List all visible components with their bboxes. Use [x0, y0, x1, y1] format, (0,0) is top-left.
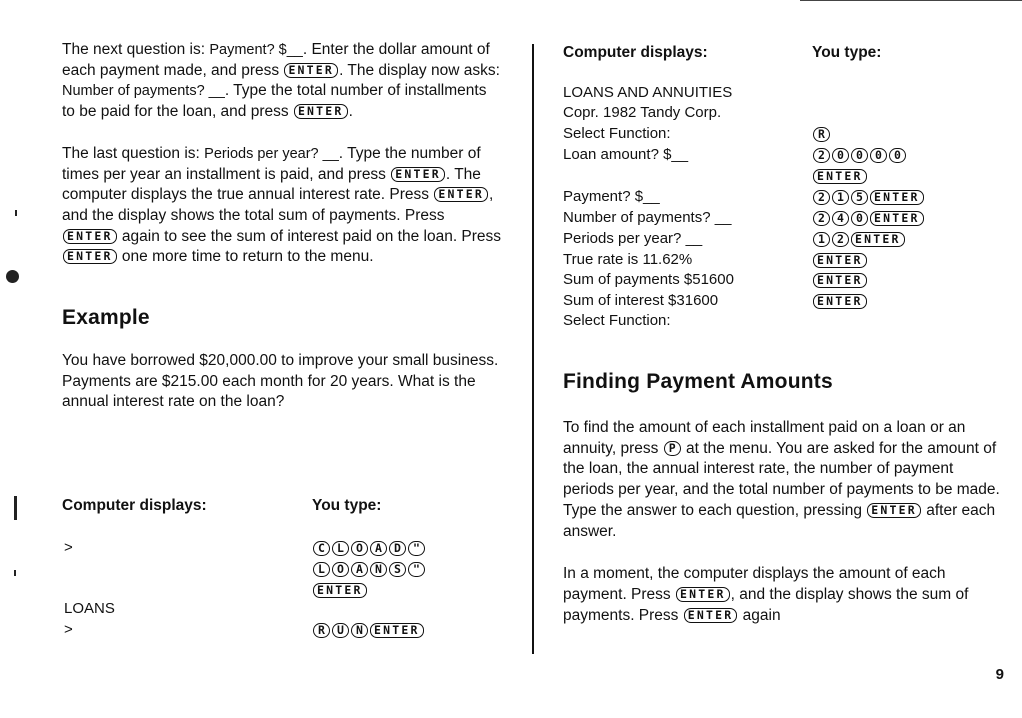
- enter-key: ENTER: [676, 587, 730, 602]
- char-key: A: [370, 541, 387, 556]
- key-sequence: [812, 293, 868, 310]
- enter-key: ENTER: [63, 229, 117, 244]
- scan-mark: [14, 570, 16, 576]
- enter-key: ENTER: [294, 104, 348, 119]
- scan-mark: [14, 496, 17, 520]
- scan-mark: [15, 210, 17, 216]
- enter-key: ENTER: [684, 608, 738, 623]
- enter-key: ENTER: [813, 294, 867, 309]
- display-line: True rate is 11.62%: [563, 251, 693, 268]
- key-sequence: [812, 252, 868, 269]
- key-sequence: [812, 210, 925, 227]
- display-line: Loan amount? $__: [563, 146, 689, 163]
- char-key: D: [389, 541, 406, 556]
- char-key: 2: [813, 190, 830, 205]
- char-key: 0: [832, 148, 849, 163]
- enter-key: ENTER: [434, 187, 488, 202]
- char-key: 2: [832, 232, 849, 247]
- section-heading: Finding Payment Amounts: [563, 370, 833, 393]
- right-paragraph-2: In a moment, the computer displays the amount of each payment. Press ENTER , and the display shows the sum of payments. Press ENTER again: [563, 565, 969, 624]
- key-sequence: [812, 147, 907, 164]
- key-sequence: [312, 622, 425, 639]
- char-key: R: [313, 623, 330, 638]
- column-divider: [532, 44, 534, 654]
- enter-key: ENTER: [813, 169, 867, 184]
- display-line: Select Function:: [563, 312, 671, 329]
- display-line: Periods per year? __: [563, 230, 703, 247]
- right-column: [563, 370, 1003, 626]
- top-edge-line: [800, 0, 1022, 1]
- char-key: U: [332, 623, 349, 638]
- left-paragraph-1: The next question is: Payment? $__. Enter the dollar amount of each payment made, and press ENTER . The display now asks: Number of payments? __. Type the total number of installments to be paid for the loan, and press ENTER .: [62, 41, 500, 121]
- key-sequence: [312, 540, 426, 557]
- char-key: 0: [870, 148, 887, 163]
- example-text: You have borrowed $20,000.00 to improve your small business. Payments are $215.00 each month for 20 years. What is the annual interest rate on the loan?: [62, 352, 499, 411]
- char-key: 5: [851, 190, 868, 205]
- display-line: LOANS AND ANNUITIES: [563, 84, 733, 101]
- key-sequence: [312, 561, 426, 578]
- page-number: 9: [995, 666, 1004, 683]
- display-line: Select Function:: [563, 125, 671, 142]
- left-column: [62, 40, 502, 413]
- char-key: 4: [832, 211, 849, 226]
- char-key: 2: [813, 148, 830, 163]
- display-line: Number of payments? __: [563, 209, 732, 226]
- enter-key: ENTER: [391, 167, 445, 182]
- you-type-header: You type:: [812, 44, 882, 61]
- char-key: L: [332, 541, 349, 556]
- char-key: ": [408, 541, 425, 556]
- display-line: Copr. 1982 Tandy Corp.: [563, 104, 722, 121]
- left-paragraph-2: The last question is: Periods per year? __. Type the number of times per year an installment is paid, and press ENTER . The computer displays the true annual interest rate. Press ENTER , and the display shows the total sum of payments. Press ENTER again to see the sum of interest paid on the loan. Press ENTER one more time to return to the menu.: [62, 144, 502, 266]
- display-line: Sum of interest $31600: [563, 292, 719, 309]
- char-key: ": [408, 562, 425, 577]
- enter-key: ENTER: [813, 273, 867, 288]
- key-sequence: [312, 582, 368, 599]
- computer-displays-header: Computer displays:: [563, 44, 708, 61]
- p-key: P: [664, 441, 681, 456]
- char-key: 0: [851, 211, 868, 226]
- computer-displays-header: Computer displays:: [62, 497, 207, 514]
- char-key: O: [332, 562, 349, 577]
- char-key: 0: [889, 148, 906, 163]
- char-key: N: [351, 623, 368, 638]
- key-sequence: [812, 126, 831, 143]
- char-key: 1: [832, 190, 849, 205]
- enter-key: ENTER: [284, 63, 338, 78]
- enter-key: ENTER: [370, 623, 424, 638]
- key-sequence: [812, 189, 925, 206]
- enter-key: ENTER: [867, 503, 921, 518]
- char-key: R: [813, 127, 830, 142]
- char-key: N: [370, 562, 387, 577]
- enter-key: ENTER: [851, 232, 905, 247]
- char-key: L: [313, 562, 330, 577]
- enter-key: ENTER: [63, 249, 117, 264]
- display-line: Sum of payments $51600: [563, 271, 734, 288]
- char-key: A: [351, 562, 368, 577]
- char-key: C: [313, 541, 330, 556]
- example-heading: Example: [62, 306, 150, 330]
- key-sequence: [812, 272, 868, 289]
- char-key: 1: [813, 232, 830, 247]
- enter-key: ENTER: [870, 190, 924, 205]
- char-key: 0: [851, 148, 868, 163]
- enter-key: ENTER: [870, 211, 924, 226]
- char-key: O: [351, 541, 368, 556]
- display-line: >: [64, 539, 73, 556]
- display-line: LOANS: [64, 600, 115, 617]
- scan-mark: [6, 270, 19, 283]
- enter-key: ENTER: [313, 583, 367, 598]
- char-key: S: [389, 562, 406, 577]
- enter-key: ENTER: [813, 253, 867, 268]
- char-key: 2: [813, 211, 830, 226]
- you-type-header: You type:: [312, 497, 382, 514]
- key-sequence: [812, 168, 868, 185]
- display-line: >: [64, 621, 73, 638]
- right-paragraph-1: To find the amount of each installment paid on a loan or an annuity, press P at the menu. You are asked for the amount of the loan, the annual interest rate, the number of payment periods per year, and the total number of payments to be made. Type the answer to each question, pressing ENTER after each answer.: [563, 419, 1000, 540]
- key-sequence: [812, 231, 906, 248]
- display-line: Payment? $__: [563, 188, 660, 205]
